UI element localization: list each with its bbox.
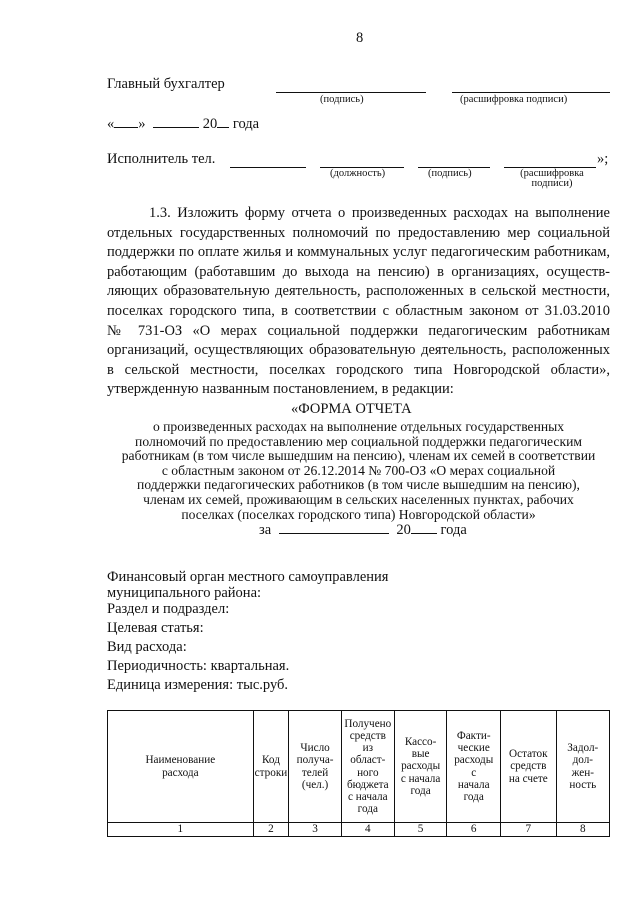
- financial-body: [107, 569, 388, 601]
- period-year: 20: [396, 522, 411, 538]
- decode-line: [452, 92, 610, 93]
- header-cell: Наименование расхода: [108, 711, 254, 823]
- date-suffix: года: [232, 116, 260, 132]
- period-line: [259, 521, 467, 539]
- header-cell: Кассо- вые расходы с начала года: [394, 711, 447, 823]
- report-table: [107, 710, 610, 837]
- form-title-line: поддержки педагогических работников (в том числе вышедшим на пенсию),: [137, 477, 580, 493]
- header-cell: Код строки: [253, 711, 289, 823]
- phone-line: [230, 167, 306, 168]
- paragraph-line: отдельных государственных полномочий по предоставлению мер социальной: [107, 224, 610, 241]
- form-title-line: полномочий по предоставлению мер социальной поддержки педагогическим: [135, 433, 582, 449]
- column-number: 3: [289, 823, 342, 837]
- column-number: 7: [501, 823, 557, 837]
- signature2-caption: (подпись): [428, 168, 472, 179]
- executor-label: Исполнитель тел.: [107, 151, 216, 167]
- decode-caption: (расшифровка подписи): [460, 94, 568, 105]
- paragraph-line: 1.3. Изложить форму отчета о произведенных расходах на выполнение: [149, 205, 610, 221]
- paragraph-1-3: [107, 204, 610, 400]
- day-blank: [114, 115, 138, 128]
- period-prefix: за: [259, 522, 272, 538]
- signature-line: [276, 92, 426, 93]
- form-title-line: членам их семей, проживающим в сельских населенных пунктах, рабочих: [143, 491, 574, 507]
- column-number: 1: [108, 823, 254, 837]
- section-label: Раздел и подраздел:: [107, 601, 230, 617]
- paragraph-line: работающим (работавшим до выхода на пенсию) в организациях, осуществ-: [107, 263, 610, 280]
- column-number: 2: [253, 823, 289, 837]
- paragraph-line: в сельской местности, поселках городского типа Новгородской области»,: [107, 361, 610, 378]
- periodicity-label: Периодичность: квартальная.: [107, 658, 290, 674]
- period-suffix: года: [440, 522, 467, 538]
- year-blank: [217, 115, 229, 128]
- executor-end: »;: [597, 151, 609, 167]
- paragraph-line: организаций, осуществляющих образовательную деятельность, расположенных: [107, 342, 610, 359]
- form-title: [107, 420, 610, 522]
- month-blank: [153, 115, 199, 128]
- paragraph-line: утвержденную названным постановлением, в редакции:: [107, 381, 454, 398]
- financial-body-line1: Финансовый орган местного самоуправления: [107, 569, 389, 585]
- decode2-caption: (расшифровка подписи): [520, 168, 584, 189]
- paragraph-line: № 731-ОЗ «О мерах социальной поддержки педагогическим работникам: [107, 322, 610, 339]
- chief-accountant-label: Главный бухгалтер: [107, 76, 225, 92]
- period-blank: [279, 521, 389, 534]
- table-number-row: [108, 823, 610, 837]
- column-number: 4: [341, 823, 394, 837]
- header-cell: Число получа- телей (чел.): [289, 711, 342, 823]
- header-cell: Получено средств из област- ного бюджета с начала года: [341, 711, 394, 823]
- form-title-line: поселках (поселках городского типа) Новгородской области»: [181, 506, 536, 522]
- financial-body-line2: муниципального района:: [107, 585, 262, 601]
- signature-caption: (подпись): [320, 94, 364, 105]
- column-number: 8: [556, 823, 609, 837]
- expense-type-label: Вид расхода:: [107, 639, 187, 655]
- paragraph-line: ляющих образовательную деятельность, расположенных в сельской местности,: [107, 283, 610, 300]
- table-header-row: [108, 711, 610, 823]
- paragraph-line: поселках городского типа, в соответствии с областным законом от 31.03.2010: [107, 302, 610, 319]
- period-year-blank: [411, 521, 437, 534]
- position-caption: (должность): [330, 168, 386, 179]
- target-label: Целевая статья:: [107, 620, 204, 636]
- paragraph-line: поддержки по оплате жилья и коммунальных услуг педагогическим работникам,: [107, 244, 610, 261]
- column-number: 6: [447, 823, 501, 837]
- form-title-line: с областным законом от 26.12.2014 № 700-ОЗ «О мерах социальной: [161, 462, 556, 478]
- header-cell: Остаток средств на счете: [501, 711, 557, 823]
- date-line: [107, 115, 259, 133]
- header-cell: Факти- ческие расходы с начала года: [447, 711, 501, 823]
- form-title-line: работникам (в том числе вышедшим на пенсию), членам их семей в соответствии: [121, 448, 596, 464]
- date-year: 20: [202, 116, 218, 132]
- page-number: 8: [356, 30, 364, 46]
- header-cell: Задол- дол- жен- ность: [556, 711, 609, 823]
- unit-label: Единица измерения: тыс.руб.: [107, 677, 289, 693]
- date-close-quote: »: [138, 116, 146, 132]
- form-title-line: о произведенных расходах на выполнение отдельных государственных: [152, 419, 565, 434]
- date-open-quote: «: [107, 116, 115, 132]
- column-number: 5: [394, 823, 447, 837]
- form-heading: «ФОРМА ОТЧЕТА: [291, 401, 412, 417]
